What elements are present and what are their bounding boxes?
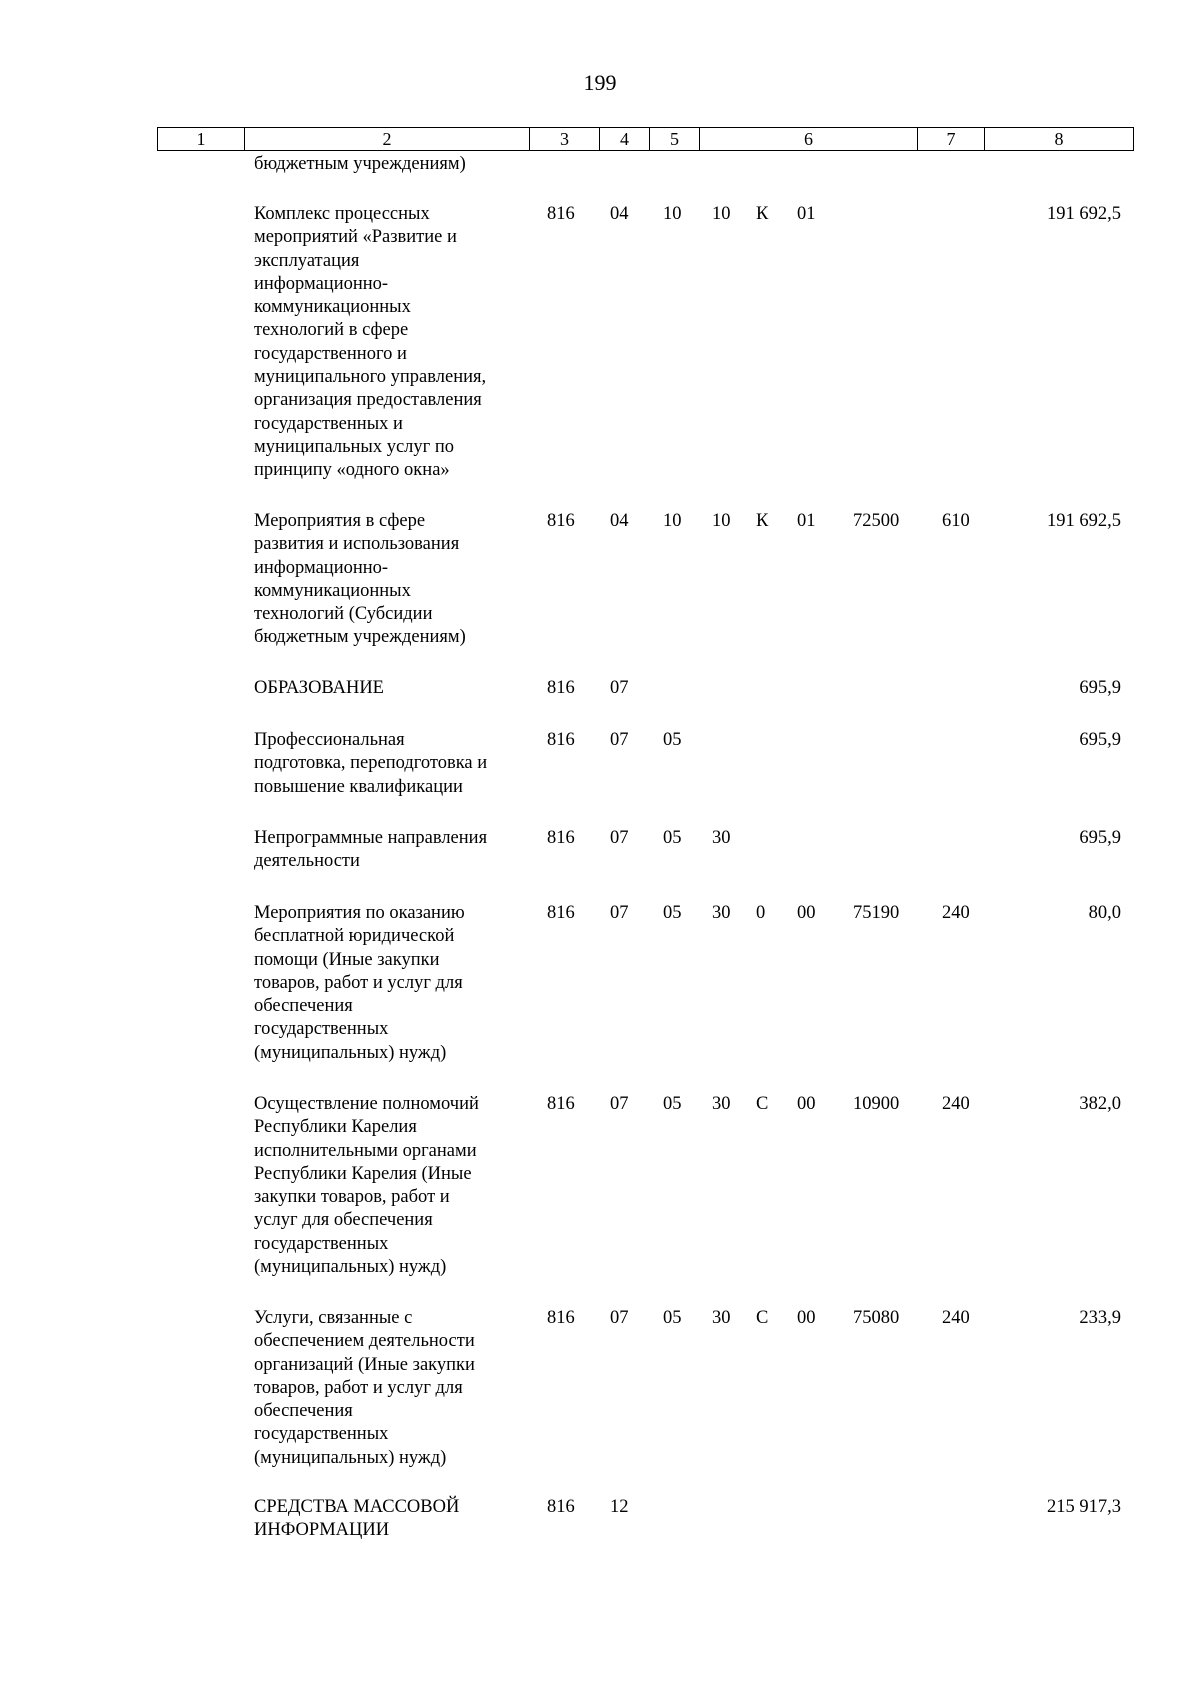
row-name: ОБРАЗОВАНИЕ [254,678,384,698]
row-name: Профессиональная подготовка, переподготовка и повышение квалификации [254,730,488,797]
col-4-value: 04 [610,204,629,224]
col-7-value: 240 [942,903,970,923]
header-col-6: 6 [700,128,918,151]
col-6-part-a: 30 [712,903,731,923]
row-name: бюджетным учреждениям) [254,154,466,174]
col-8-amount: 695,9 [1079,730,1121,750]
col-6-part-c: 01 [797,204,816,224]
col-4-value: 04 [610,511,629,531]
col-8-amount: 80,0 [1088,903,1121,923]
col-6-part-c: 00 [797,1094,816,1114]
col-7-value: 240 [942,1308,970,1328]
col-6-part-c: 01 [797,511,816,531]
header-col-4: 4 [600,128,650,151]
col-8-amount: 695,9 [1079,828,1121,848]
col-4-value: 07 [610,828,629,848]
col-6-part-b: К [756,204,769,224]
col-3-value: 816 [547,1308,575,1328]
col-4-value: 07 [610,730,629,750]
col-3-value: 816 [547,903,575,923]
col-3-value: 816 [547,1094,575,1114]
col-6-part-c: 00 [797,1308,816,1328]
row-name: Мероприятия по оказанию бесплатной юридической помощи (Иные закупки товаров, работ и услуг для обеспечения государственных (муниципальных) нужд) [254,903,465,1063]
col-3-value: 816 [547,204,575,224]
col-6-part-b: С [756,1094,769,1114]
col-4-value: 07 [610,1308,629,1328]
row-name: СРЕДСТВА МАССОВОЙ ИНФОРМАЦИИ [254,1497,460,1541]
col-4-value: 07 [610,678,629,698]
col-6-part-b: С [756,1308,769,1328]
col-5-value: 05 [663,903,682,923]
col-6-part-b: К [756,511,769,531]
header-col-5: 5 [650,128,700,151]
column-header-table [157,127,1134,151]
col-4-value: 07 [610,1094,629,1114]
col-5-value: 05 [663,730,682,750]
col-6-part-d: 75190 [853,903,900,923]
col-4-value: 07 [610,903,629,923]
page-number: 199 [583,70,617,95]
col-8-amount: 382,0 [1079,1094,1121,1114]
col-5-value: 05 [663,1094,682,1114]
col-5-value: 05 [663,828,682,848]
col-8-amount: 233,9 [1079,1308,1121,1328]
col-6-part-a: 30 [712,828,731,848]
col-6-part-a: 30 [712,1094,731,1114]
header-col-1: 1 [158,128,245,151]
header-col-2: 2 [245,128,530,151]
col-6-part-d: 75080 [853,1308,900,1328]
header-col-8: 8 [985,128,1134,151]
header-col-7: 7 [918,128,985,151]
col-6-part-a: 10 [712,204,731,224]
col-8-amount: 191 692,5 [1047,511,1121,531]
header-col-3: 3 [530,128,600,151]
row-name: Услуги, связанные с обеспечением деятельности организаций (Иные закупки товаров, работ и услуг для обеспечения государственных (муниципальных) нужд) [254,1308,475,1468]
col-4-value: 12 [610,1497,629,1517]
col-5-value: 10 [663,204,682,224]
row-name: Комплекс процессных мероприятий «Развитие и эксплуатация информационно- коммуникационных технологий в сфере государственного и муниципального управления, организация предоставления государственных и муниципальных услуг по принципу «одного окна» [254,204,487,481]
col-5-value: 10 [663,511,682,531]
col-6-part-a: 30 [712,1308,731,1328]
col-3-value: 816 [547,730,575,750]
col-6-part-c: 00 [797,903,816,923]
col-5-value: 05 [663,1308,682,1328]
col-6-part-b: 0 [756,903,766,923]
col-3-value: 816 [547,1497,575,1517]
header-row [158,128,1134,151]
col-7-value: 610 [942,511,970,531]
col-6-part-a: 10 [712,511,731,531]
row-name: Непрограммные направления деятельности [254,828,488,872]
col-6-part-d: 10900 [853,1094,900,1114]
row-name: Мероприятия в сфере развития и использования информационно- коммуникационных технологий (Субсидии бюджетным учреждениям) [254,511,466,648]
col-3-value: 816 [547,828,575,848]
col-7-value: 240 [942,1094,970,1114]
col-8-amount: 695,9 [1079,678,1121,698]
col-6-part-d: 72500 [853,511,900,531]
col-3-value: 816 [547,678,575,698]
col-3-value: 816 [547,511,575,531]
col-8-amount: 215 917,3 [1047,1497,1121,1517]
col-8-amount: 191 692,5 [1047,204,1121,224]
row-name: Осуществление полномочий Республики Карелия исполнительными органами Республики Карелия (Иные закупки товаров, работ и услуг для обеспечения государственных (муниципальных) нужд) [254,1094,479,1278]
